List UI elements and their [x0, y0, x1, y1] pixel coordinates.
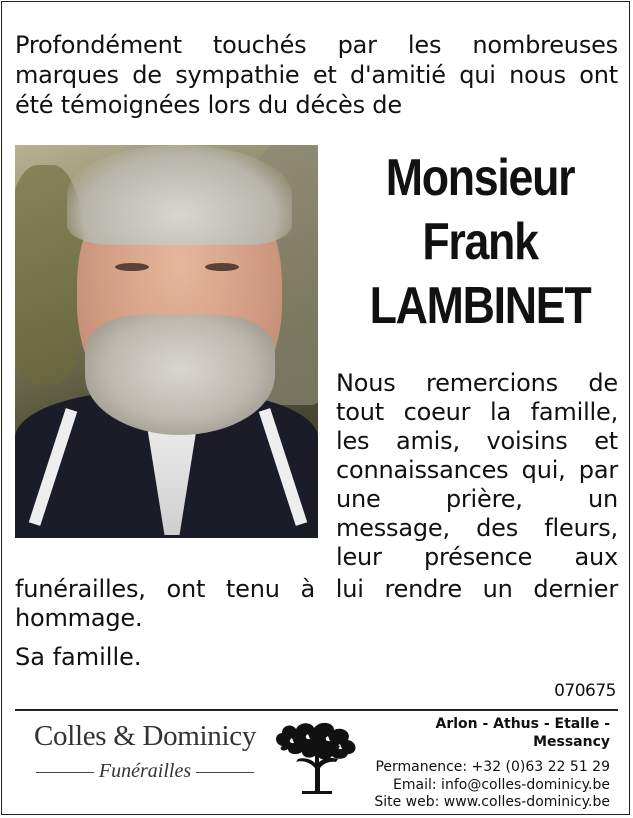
tree-icon — [272, 716, 362, 794]
phone: Permanence: +32 (0)63 22 51 29 — [375, 759, 610, 775]
deceased-first-name: Frank — [422, 213, 538, 271]
thanks-tail-line: hommage. — [15, 604, 143, 632]
thanks-tail — [15, 575, 618, 633]
email: Email: info@colles-dominicy.be — [393, 776, 610, 793]
reference-number: 070675 — [554, 681, 616, 701]
deceased-name — [351, 146, 609, 338]
divider — [15, 709, 618, 711]
funeral-home-name: Colles & Dominicy — [33, 720, 257, 752]
deceased-last-name: LAMBINET — [369, 277, 591, 335]
thanks-line: Nous remercions de — [336, 369, 618, 397]
thanks-line: connaissances qui, par — [336, 456, 618, 484]
thanks-line: message, des fleurs, — [336, 514, 618, 542]
thanks-line: une prière, un — [336, 485, 618, 513]
deceased-title: Monsieur — [385, 149, 575, 207]
website: Site web: www.colles-dominicy.be — [374, 794, 610, 810]
signoff: Sa famille. — [15, 643, 142, 671]
portrait-photo — [15, 145, 318, 538]
contact-block — [370, 716, 610, 812]
thanks-line: tout coeur la famille, — [336, 398, 618, 426]
thanks-line: leur présence aux — [336, 543, 618, 571]
thanks-tail-line: funérailles, ont tenu à lui rendre un dernier — [15, 575, 618, 603]
intro-text: Profondément touchés par les nombreuses marques de sympathie et d'amitié qui nous ont été témoignées lors du décès de — [15, 31, 618, 119]
towns: Arlon - Athus - Etalle - Messancy — [435, 716, 610, 750]
thanks-text — [336, 369, 618, 572]
funeral-home-subtitle: Funérailles — [30, 760, 260, 783]
thanks-line: les amis, voisins et — [336, 427, 618, 455]
